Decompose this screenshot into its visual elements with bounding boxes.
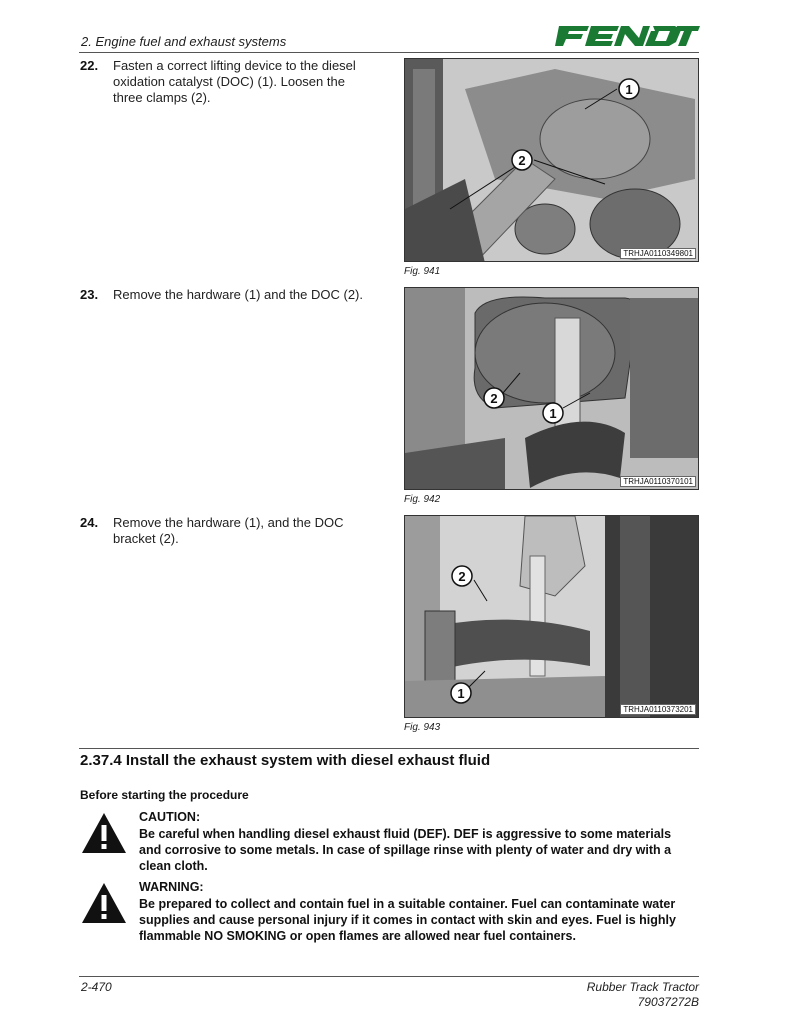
step-number-23: 23. <box>80 287 99 302</box>
caution-body <box>139 826 704 874</box>
figure-943-callout-1-label: 1 <box>457 686 465 701</box>
section-rule <box>79 748 699 749</box>
product-name: Rubber Track Tractor <box>586 980 699 994</box>
section-title: 2.37.4 Install the exhaust system with diesel exhaust fluid <box>80 752 491 769</box>
caution-heading: CAUTION: <box>139 810 201 824</box>
figure-943-code: TRHJA0110373201 <box>620 704 696 715</box>
figure-942-callout-2-label: 2 <box>490 391 498 406</box>
caution-line-3: clean cloth. <box>139 859 208 873</box>
step-23-text <box>113 287 363 303</box>
figure-942-image <box>404 287 699 490</box>
warning-line-3: flammable NO SMOKING or open flames are allowed near fuel containers. <box>139 929 576 943</box>
step-22-line-1: Fasten a correct lifting device to the diesel <box>113 58 356 73</box>
figure-943-caption: Fig. 943 <box>404 722 441 733</box>
warning-heading: WARNING: <box>139 880 204 894</box>
document-number: 79037272B <box>637 995 699 1009</box>
before-starting-label: Before starting the procedure <box>80 788 249 802</box>
step-number-22: 22. <box>80 58 99 73</box>
step-23-line-1: Remove the hardware (1) and the DOC (2). <box>113 287 363 302</box>
footer-rule <box>79 976 699 977</box>
figure-941-callout-2-label: 2 <box>518 153 526 168</box>
step-22-line-3: three clamps (2). <box>113 90 211 105</box>
warning-triangle-icon <box>80 881 128 925</box>
step-24-line-2: bracket (2). <box>113 531 179 546</box>
figure-943-callout-2-label: 2 <box>458 569 466 584</box>
warning-triangle-icon <box>80 811 128 855</box>
figure-941-image <box>404 58 699 262</box>
warning-line-1: Be prepared to collect and contain fuel in a suitable container. Fuel can contaminate water <box>139 897 676 911</box>
warning-line-2: supplies and cause personal injury if it comes in contact with skin and eyes. Fuel is highly <box>139 913 676 927</box>
figure-942-caption: Fig. 942 <box>404 494 441 505</box>
footer-product <box>587 980 699 1010</box>
warning-body <box>139 896 704 944</box>
step-22-line-2: oxidation catalyst (DOC) (1). Loosen the <box>113 74 345 89</box>
figure-943-image <box>404 515 699 718</box>
figure-941-callout-1-label: 1 <box>625 82 633 97</box>
section-header: 2. Engine fuel and exhaust systems <box>81 34 287 49</box>
header-rule <box>79 52 699 53</box>
caution-line-2: and corrosive to some metals. In case of spillage rinse with plenty of water and dry with a <box>139 843 672 857</box>
step-24-text <box>113 515 344 547</box>
step-number-24: 24. <box>80 515 99 530</box>
caution-line-1: Be careful when handling diesel exhaust fluid (DEF). DEF is aggressive to some materials <box>139 827 672 841</box>
fendt-logo <box>555 24 700 48</box>
figure-942-code: TRHJA0110370101 <box>620 476 696 487</box>
step-24-line-1: Remove the hardware (1), and the DOC <box>113 515 344 530</box>
figure-941-code: TRHJA0110349801 <box>620 248 696 259</box>
figure-942-callout-1-label: 1 <box>549 406 557 421</box>
step-22-text <box>113 58 356 106</box>
page-number: 2-470 <box>81 980 112 994</box>
figure-941-caption: Fig. 941 <box>404 266 441 277</box>
